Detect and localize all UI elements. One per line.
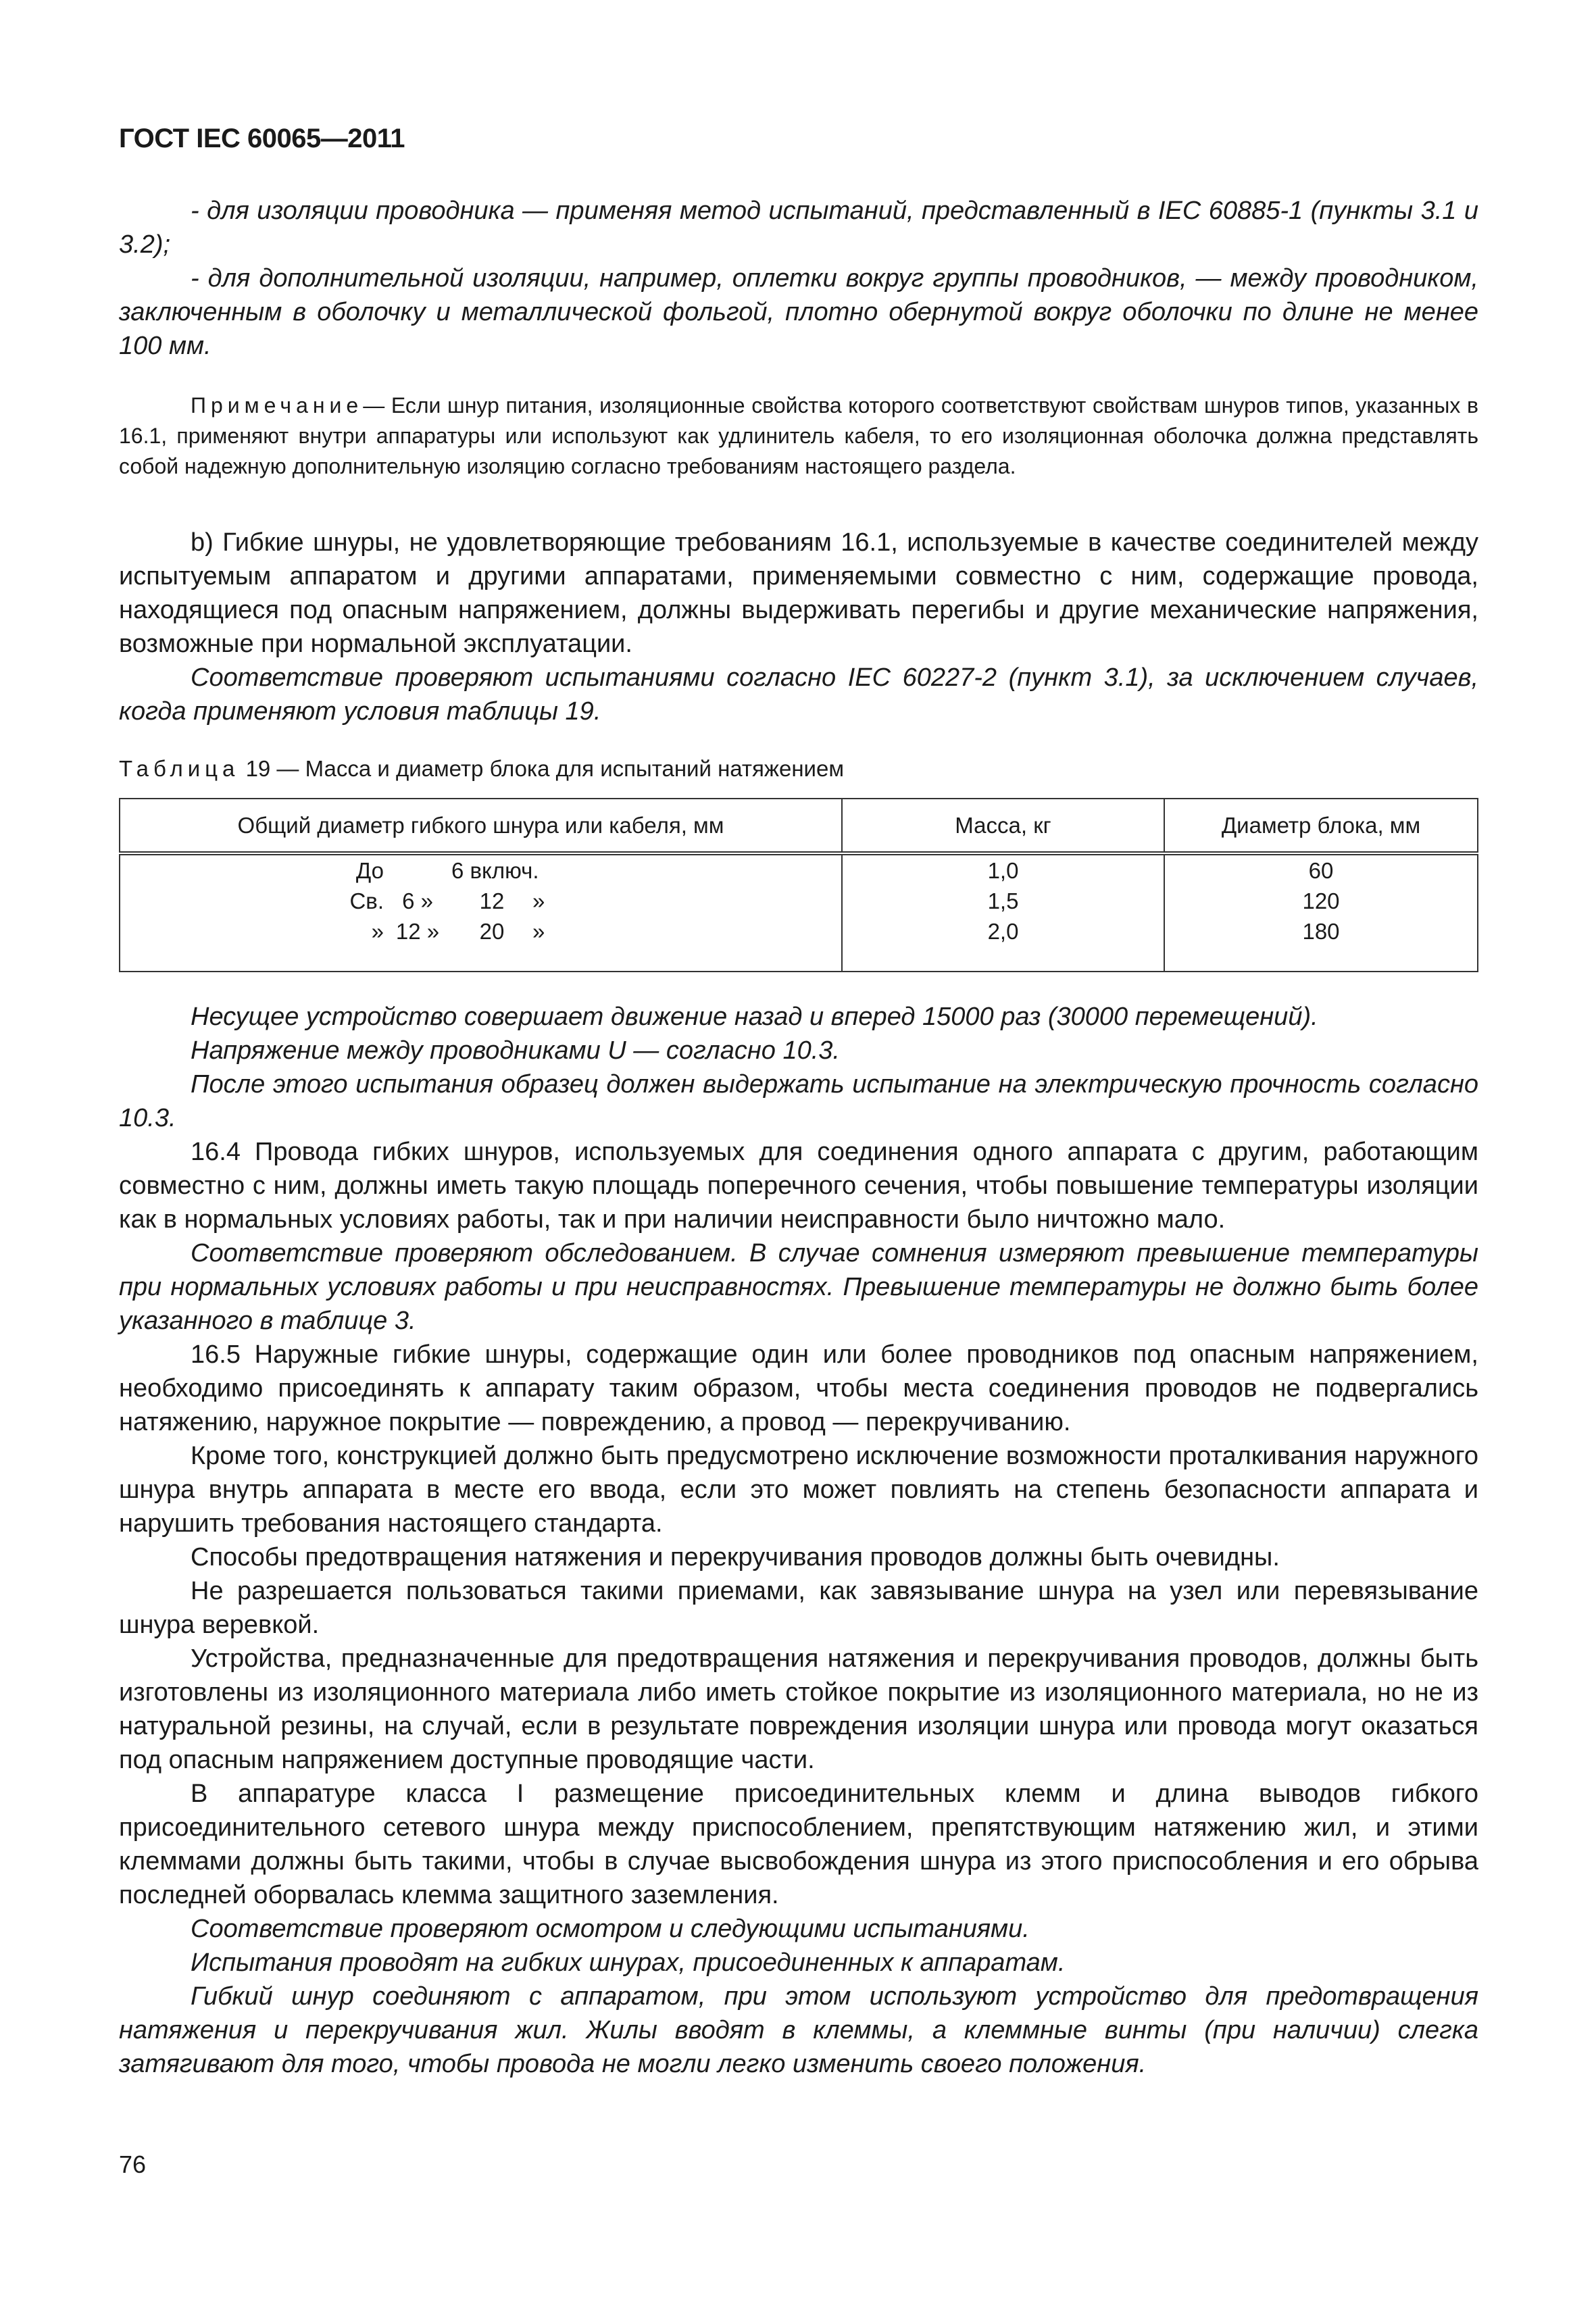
section-b bbox=[119, 526, 1478, 728]
paragraph: Гибкий шнур соединяют с аппаратом, при этом используют устройство для предотвращения натяжения и перекручивания жил. Жилы вводят в клеммы, а клеммные винты (при наличии) слегка затягивают для того, чтобы провода не могли легко изменить своего положения. bbox=[119, 1982, 1478, 2078]
top-list bbox=[119, 194, 1478, 363]
paragraph: Соответствие проверяют обследованием. В случае сомнения измеряют превышение температуры при нормальных условиях работы и при неисправностях. Превышение температуры не должно быть более указанного в таблице 3. bbox=[119, 1239, 1478, 1335]
table-caption bbox=[119, 753, 844, 784]
range-line bbox=[120, 886, 841, 916]
header-cell-diameter: Общий диаметр гибкого шнура или кабеля, мм bbox=[120, 799, 842, 853]
range-from bbox=[384, 855, 451, 886]
paragraph: Соответствие проверяют осмотром и следующими испытаниями. bbox=[191, 1915, 1030, 1943]
block-diameter-value: 60 bbox=[1308, 858, 1334, 883]
paragraph: Способы предотвращения натяжения и перекручивания проводов должны быть очевидны. bbox=[191, 1543, 1280, 1571]
cell-block-diameter-values bbox=[1164, 853, 1478, 972]
range-prefix: До bbox=[355, 858, 384, 883]
header-cell-mass: Масса, кг bbox=[842, 799, 1164, 853]
paragraph: Напряжение между проводниками U — согласно 10.3. bbox=[191, 1036, 840, 1065]
paragraph: После этого испытания образец должен выдержать испытание на электрическую прочность согласно 10.3. bbox=[119, 1070, 1478, 1132]
range-line bbox=[120, 855, 841, 886]
range-to: 6 включ. bbox=[451, 858, 539, 883]
mass-value: 1,5 bbox=[987, 888, 1019, 913]
range-from: 6 » bbox=[402, 888, 433, 913]
note-paragraph bbox=[119, 391, 1478, 482]
page-number: 76 bbox=[119, 2150, 147, 2178]
range-to: 12 bbox=[479, 888, 505, 913]
paragraph: b) Гибкие шнуры, не удовлетворяющие требованиям 16.1, используемые в качестве соединителей между испытуемым аппаратом и другими аппаратами, применяемыми совместно с ним, содержащие провода, находящиеся под опасным напряжением, должны выдерживать перегибы и другие механические напряжения, возможные при нормальной эксплуатации. bbox=[119, 528, 1478, 658]
range-to: 20 bbox=[479, 919, 505, 944]
paragraph: Кроме того, конструкцией должно быть предусмотрено исключение возможности проталкивания наружного шнура внутрь аппарата в месте его ввода, если это может повлиять на степень безопасности аппарата и нарушить требования настоящего стандарта. bbox=[119, 1442, 1478, 1538]
table-caption-text: 19 — Масса и диаметр блока для испытаний натяжением bbox=[245, 756, 845, 781]
header-cell-block-diameter: Диаметр блока, мм bbox=[1164, 799, 1478, 853]
paragraph: В аппаратуре класса I размещение присоединительных клемм и длина выводов гибкого присоединительного сетевого шнура между приспособлением, препятствующим натяжению жил, и этими клеммами должны быть такими, чтобы в случае высвобождения шнура из этого приспособления и его обрыва последней оборвалась клемма защитного заземления. bbox=[119, 1780, 1478, 1909]
document-header-title: ГОСТ IEC 60065—2011 bbox=[119, 124, 405, 153]
paragraph: Несущее устройство совершает движение назад и вперед 15000 раз (30000 перемещений). bbox=[191, 1003, 1318, 1031]
paragraph: Соответствие проверяют испытаниями согласно IEC 60227-2 (пункт 3.1), за исключением случаев, когда применяют условия таблицы 19. bbox=[119, 663, 1478, 726]
table-caption-label: Таблица bbox=[119, 756, 240, 781]
range-line bbox=[120, 916, 841, 947]
paragraph: Не разрешается пользоваться такими приемами, как завязывание шнура на узел или перевязывание шнура веревкой. bbox=[119, 1577, 1478, 1639]
table-body-row bbox=[120, 853, 1478, 972]
paragraph: Испытания проводят на гибких шнурах, присоединенных к аппаратам. bbox=[191, 1948, 1066, 1977]
range-suffix: » bbox=[532, 919, 545, 944]
note-label: Примечание bbox=[191, 393, 364, 418]
list-item: - для дополнительной изоляции, например, оплетки вокруг группы проводников, — между проводником, заключенным в оболочку и металлической фольгой, плотно обернутой вокруг оболочки по длине не менее 100 мм. bbox=[119, 264, 1478, 360]
cell-mass-values bbox=[842, 853, 1164, 972]
paragraph: 16.5 Наружные гибкие шнуры, содержащие один или более проводников под опасным напряжением, необходимо присоединять к аппарату таким образом, чтобы места соединения проводов не подвергались натяжению, наружное покрытие — повреждению, а провод — перекручиванию. bbox=[119, 1340, 1478, 1436]
block-diameter-value: 120 bbox=[1302, 888, 1340, 913]
range-suffix: » bbox=[532, 888, 545, 913]
range-prefix: Св. bbox=[349, 888, 384, 913]
cell-cord-diameter-ranges bbox=[120, 853, 842, 972]
mass-value: 2,0 bbox=[987, 919, 1019, 944]
paragraph: Устройства, предназначенные для предотвращения натяжения и перекручивания проводов, должны быть изготовлены из изоляционного материала либо иметь стойкое покрытие из изоляционного материала, но не из натуральной резины, на случай, если в результате повреждения изоляции шнура или провода могут оказаться под опасным напряжением доступные проводящие части. bbox=[119, 1644, 1478, 1774]
table-header-row bbox=[120, 799, 1478, 853]
mass-diameter-table bbox=[119, 798, 1478, 972]
main-body bbox=[119, 1000, 1478, 2081]
range-prefix: » bbox=[371, 919, 384, 944]
note-text: — Если шнур питания, изоляционные свойства которого соответствуют свойствам шнуров типов, указанных в 16.1, применяют внутри аппаратуры или используют как удлинитель кабеля, то его изоляционная оболочка должна представлять собой надежную дополнительную изоляцию согласно требованиям настоящего раздела. bbox=[119, 393, 1478, 478]
block-diameter-value: 180 bbox=[1302, 919, 1340, 944]
list-item: - для изоляции проводника — применяя метод испытаний, представленный в IEC 60885-1 (пункты 3.1 и 3.2); bbox=[119, 197, 1478, 259]
mass-value: 1,0 bbox=[987, 858, 1019, 883]
paragraph: 16.4 Провода гибких шнуров, используемых для соединения одного аппарата с другим, работающим совместно с ним, должны иметь такую площадь поперечного сечения, чтобы повышение температуры изоляции как в нормальных условиях работы, так и при наличии неисправности было ничтожно мало. bbox=[119, 1138, 1478, 1234]
range-from: 12 » bbox=[395, 919, 440, 944]
